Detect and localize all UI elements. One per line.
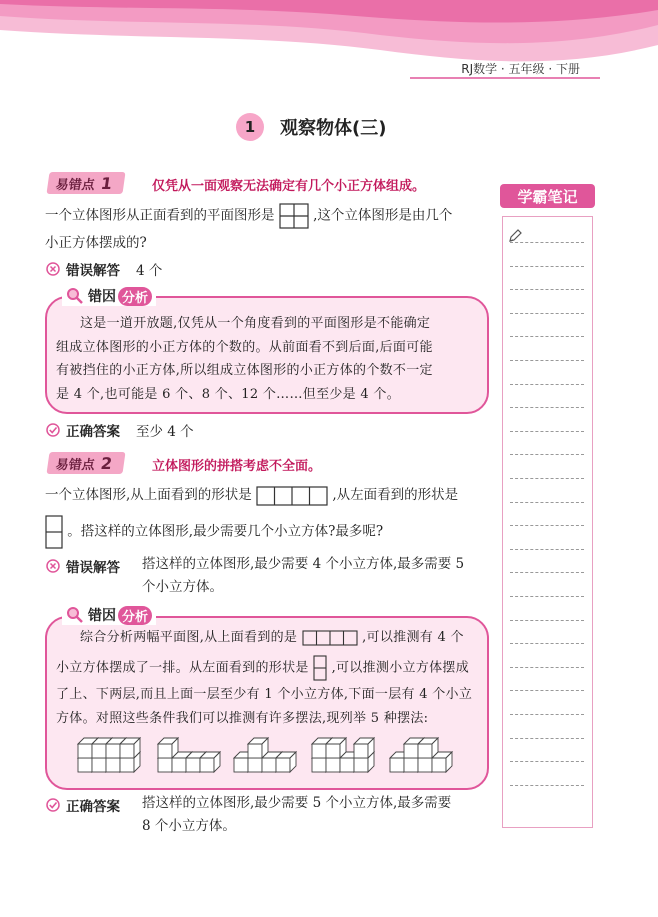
- notes-ruling-line: [510, 242, 584, 243]
- analysis-line: [56, 655, 469, 681]
- wrong-answer-label: 错误解答: [66, 560, 120, 576]
- error-tag-label: 易错点: [54, 457, 96, 473]
- correct-answer-line: 搭这样的立体图形,最少需要 5 个小立方体,最多需要: [142, 795, 452, 811]
- notes-ruling-line: [510, 454, 584, 455]
- magnifier-icon: [66, 606, 84, 624]
- notes-ruling-line: [510, 336, 584, 337]
- question-line: [45, 203, 452, 229]
- question-line: [45, 485, 458, 506]
- question-text: 。搭这样的立体图形,最少需要几个小立方体?最多呢?: [67, 523, 384, 540]
- notes-ruling-line: [510, 690, 584, 691]
- error-tag-2: [46, 452, 125, 474]
- lesson-title: 观察物体(三): [280, 118, 387, 139]
- wrong-answer-text: 4 个: [136, 263, 163, 279]
- wrong-answer-text: [142, 553, 464, 599]
- notes-ruling-line: [510, 572, 584, 573]
- wrong-mark-icon: [46, 262, 60, 276]
- notes-ruling-line: [510, 431, 584, 432]
- analysis-line: 方体。对照这些条件我们可以推测有许多摆法,现列举 5 种摆法:: [56, 711, 429, 726]
- analysis-line: 有被挡住的小正方体,所以组成立体图形的小正方体的个数不一定: [56, 363, 433, 378]
- top-view-figure: [302, 630, 358, 646]
- subject-label: RJ数学 · 五年级 · 下册: [461, 62, 580, 76]
- error-tag-number: 1: [99, 173, 114, 193]
- correct-answer-row: [46, 795, 120, 815]
- wrong-answer-row: [46, 556, 120, 576]
- wrong-answer-row: [46, 259, 162, 279]
- notes-ruling-line: [510, 761, 584, 762]
- arrangement-5: [390, 738, 452, 772]
- top-view-figure: [256, 486, 328, 506]
- notes-ruling-line: [510, 313, 584, 314]
- check-mark-icon: [46, 798, 60, 812]
- error-tag-1: [46, 172, 125, 194]
- correct-answer-line: 8 个小立方体。: [142, 818, 236, 834]
- analysis-line: 了上、下两层,而且上面一层至少有 1 个小立方体,下面一层有 4 个小立: [56, 687, 473, 702]
- notes-ruling-line: [510, 714, 584, 715]
- question-text: ,从左面看到的形状是: [332, 487, 459, 503]
- correct-answer-text: [142, 792, 451, 838]
- wrong-answer-label: 错误解答: [66, 263, 120, 279]
- left-view-figure: [313, 655, 327, 681]
- analysis-text: 小立方体摆成了一排。从左面看到的形状是: [56, 660, 309, 676]
- wrong-mark-icon: [46, 559, 60, 573]
- arrangement-4: [312, 738, 374, 772]
- check-mark-icon: [46, 423, 60, 437]
- correct-answer-row: [46, 420, 194, 440]
- notes-ruling-line: [510, 620, 584, 621]
- notes-ruling-line: [510, 384, 584, 385]
- notes-ruling-line: [510, 549, 584, 550]
- error-point-description: 立体图形的拼搭考虑不全面。: [152, 459, 322, 474]
- analysis-badge: 分析: [118, 606, 152, 625]
- notes-ruling-line: [510, 502, 584, 503]
- error-point-description: 仅凭从一面观察无法确定有几个小正方体组成。: [152, 179, 426, 194]
- correct-answer-label: 正确答案: [66, 424, 120, 440]
- left-view-figure: [45, 515, 63, 549]
- arrangement-2: [158, 738, 220, 772]
- analysis-header: [62, 605, 156, 625]
- wrong-answer-line: 个小立方体。: [142, 579, 223, 595]
- question-text: 一个立体图形从正面看到的平面图形是: [45, 207, 275, 224]
- error-tag-label: 易错点: [54, 177, 96, 193]
- correct-answer-label: 正确答案: [66, 799, 120, 815]
- error-tag-number: 2: [99, 453, 114, 473]
- notes-ruling-line: [510, 478, 584, 479]
- notes-title: 学霸笔记: [500, 184, 595, 208]
- analysis-label: 错因: [88, 608, 116, 624]
- arrangement-1: [78, 738, 140, 772]
- arrangement-illustrations: [74, 730, 474, 774]
- notes-ruling-line: [510, 360, 584, 361]
- analysis-line: 是 4 个,也可能是 6 个、8 个、12 个……但至少是 4 个。: [56, 387, 401, 402]
- notes-ruling-line: [510, 785, 584, 786]
- notes-ruling-line: [510, 407, 584, 408]
- arrangement-3: [234, 738, 296, 772]
- question-line: [45, 515, 383, 549]
- analysis-text: ,可以推测有 4 个: [362, 630, 464, 645]
- notes-ruling-line: [510, 667, 584, 668]
- notes-ruling-line: [510, 289, 584, 290]
- magnifier-icon: [66, 287, 84, 305]
- analysis-text: 综合分析两幅平面图,从上面看到的是: [80, 630, 298, 645]
- analysis-line: 组成立体图形的小正方体的个数的。从前面看不到后面,后面可能: [56, 340, 433, 355]
- analysis-badge: 分析: [118, 287, 152, 306]
- analysis-text: ,可以推测小立方体摆成: [331, 660, 470, 676]
- front-view-figure: [279, 203, 309, 229]
- analysis-line: [80, 628, 464, 648]
- notes-paper: [502, 216, 593, 828]
- notes-ruling-line: [510, 596, 584, 597]
- notes-ruling-line: [510, 266, 584, 267]
- question-text: 一个立体图形,从上面看到的形状是: [45, 487, 252, 503]
- wrong-answer-line: 搭这样的立体图形,最少需要 4 个小立方体,最多需要 5: [142, 556, 465, 572]
- lesson-number: 1: [236, 113, 264, 141]
- notes-ruling-line: [510, 525, 584, 526]
- notes-ruling-line: [510, 643, 584, 644]
- lesson-heading: [236, 112, 386, 142]
- question-text: ,这个立体图形是由几个: [313, 207, 453, 224]
- correct-answer-text: 至少 4 个: [136, 424, 194, 440]
- analysis-line: 这是一道开放题,仅凭从一个角度看到的平面图形是不能确定: [80, 316, 431, 331]
- question-text: 小正方体摆成的?: [45, 235, 147, 251]
- notes-ruling-line: [510, 738, 584, 739]
- analysis-header: [62, 286, 156, 306]
- analysis-label: 错因: [88, 289, 116, 305]
